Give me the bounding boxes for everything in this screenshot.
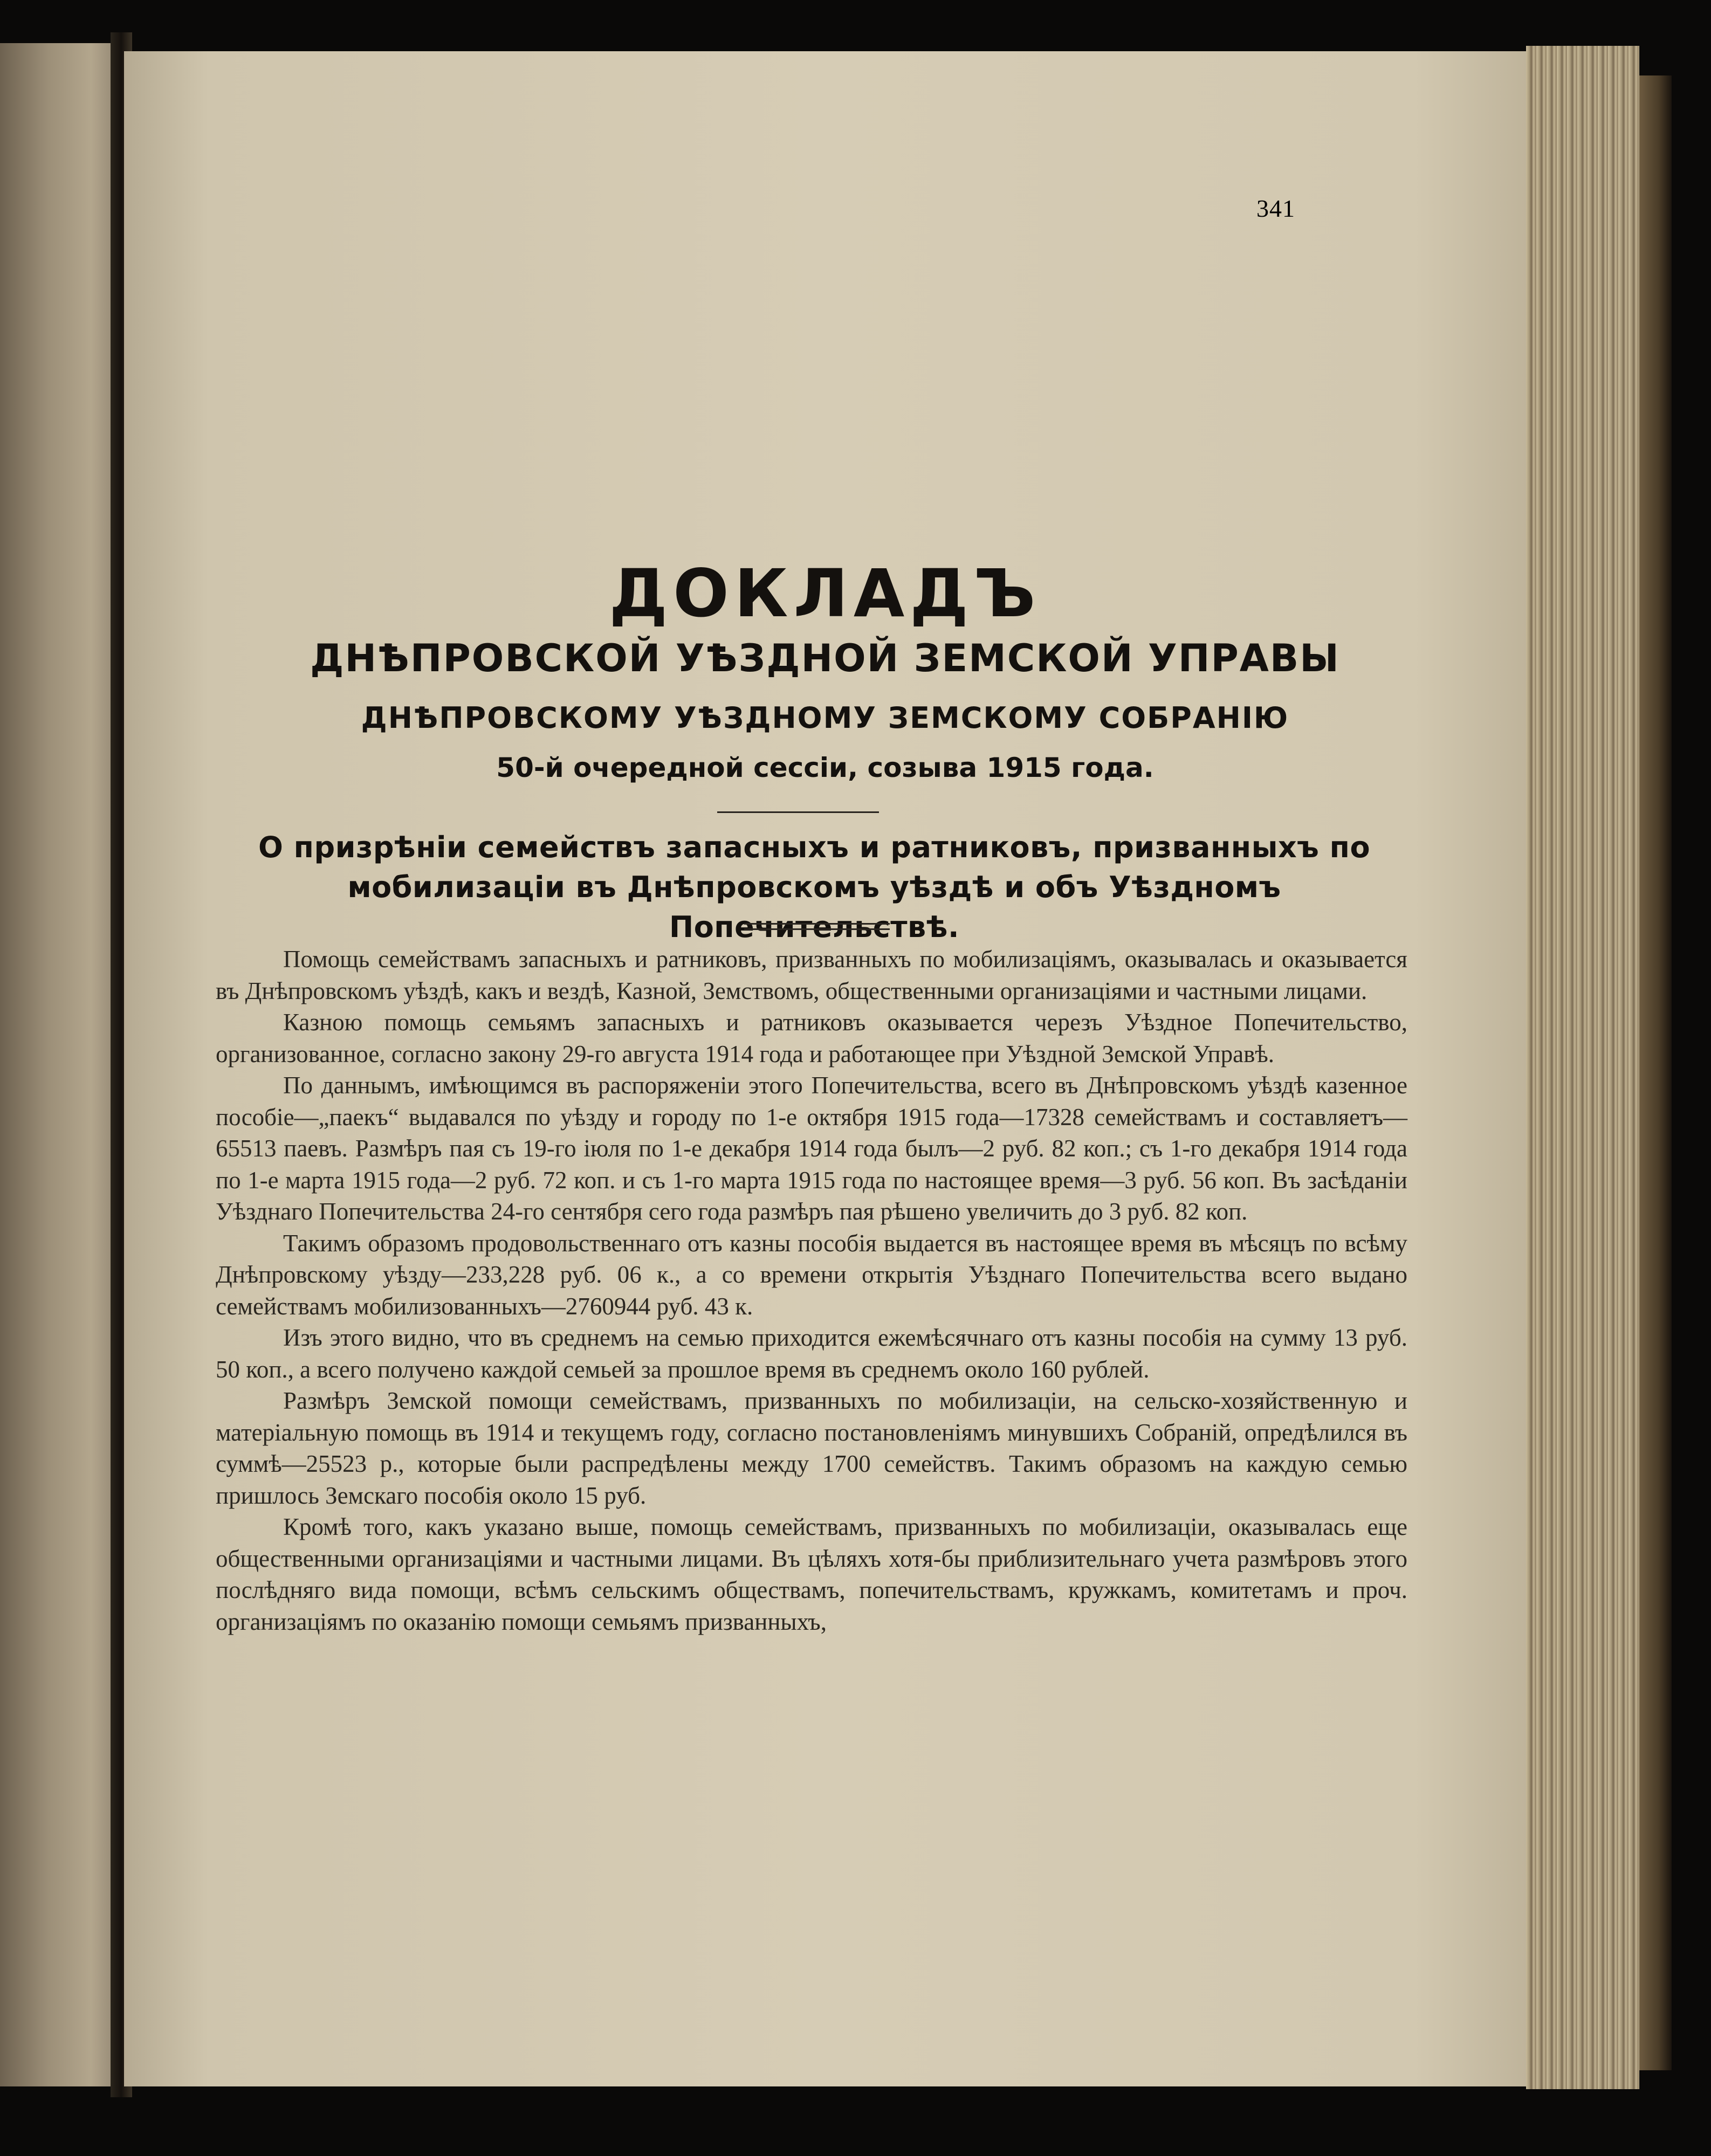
paragraph: Изъ этого видно, что въ среднемъ на семью приходится ежемѣсячнаго отъ казны пособія на сумму 13 руб. 50 коп., а всего получено каждой семьей за прошлое время въ среднемъ около 160 рублей. — [216, 1324, 1407, 1383]
document-subtitle-authority: ДНѢПРОВСКОЙ УѢЗДНОЙ ЗЕМСКОЙ УПРАВЫ — [310, 636, 1340, 680]
divider-rule-double-top — [744, 923, 890, 925]
session-line: 50-й очередной сессіи, созыва 1915 года. — [496, 752, 1154, 783]
left-page-edge — [0, 43, 121, 2086]
divider-rule-double-bottom — [744, 928, 890, 930]
divider-rule — [717, 811, 879, 813]
paragraph: Помощь семействамъ запасныхъ и ратниковъ, призванныхъ по мобилизаціямъ, оказывалась и оказывается въ Днѣпровскомъ уѣздѣ, какъ и вездѣ, Казной, Земствомъ, общественными организаціями и частными лицами. — [216, 946, 1407, 1004]
section-heading: О призрѣніи семействъ запасныхъ и ратниковъ, призванныхъ по мобилизаціи въ Днѣпровскомъ уѣздѣ и объ Уѣздномъ Попечительствѣ. — [258, 830, 1371, 944]
paragraph: По даннымъ, имѣющимся въ распоряженіи этого Попечительства, всего въ Днѣпровскомъ уѣздѣ казенное пособіе—„паекъ“ выдавался по уѣзду и городу по 1-е октября 1915 года—17328 семействамъ и составляетъ—65513 паевъ. Размѣръ пая съ 19-го іюля по 1-е декабря 1914 года былъ—2 руб. 82 коп.; съ 1-го декабря 1914 года по 1-е марта 1915 года—2 руб. 72 коп. и съ 1-го марта 1915 года по настоящее время—3 руб. 56 коп. Въ засѣданіи Уѣзднаго Попечительства 24-го сентября сего года размѣръ пая рѣшено увеличить до 3 руб. 82 коп. — [216, 1072, 1407, 1225]
book-cover-edge — [1639, 75, 1672, 2070]
paragraph: Казною помощь семьямъ запасныхъ и ратниковъ оказывается черезъ Уѣздное Попечительство, организованное, согласно закону 29-го августа 1914 года и работающее при Уѣздной Земской Управѣ. — [216, 1009, 1407, 1067]
paragraph: Размѣръ Земской помощи семействамъ, призванныхъ по мобилизаціи, на сельско-хозяйственную и матеріальную помощь въ 1914 и текущемъ году, согласно постановленіямъ минувшихъ Собраній, опредѣлился въ суммѣ—25523 р., которые были распредѣлены между 1700 семействъ. Такимъ образомъ на каждую семью пришлось Земскаго пособія около 15 руб. — [216, 1387, 1407, 1509]
page-stack-edges — [1526, 46, 1639, 2089]
paragraph: Такимъ образомъ продовольственнаго отъ казны пособія выдается въ настоящее время въ мѣсяцъ по всѣму Днѣпровскому уѣзду—233,228 руб. 06 к., а со времени открытія Уѣзднаго Попечительства всего выдано семействамъ мобилизованныхъ—2760944 руб. 43 к. — [216, 1229, 1407, 1320]
document-title: ДОКЛАДЪ — [609, 555, 1041, 632]
page-number: 341 — [1256, 195, 1295, 222]
document-subtitle-recipient: ДНѢПРОВСКОМУ УѢЗДНОМУ ЗЕМСКОМУ СОБРАНІЮ — [361, 701, 1289, 735]
book-page — [124, 51, 1526, 2086]
body-text — [216, 943, 1407, 1637]
paragraph: Кромѣ того, какъ указано выше, помощь семействамъ, призванныхъ по мобилизаціи, оказывалась еще общественными организаціями и частными лицами. Въ цѣляхъ хотя-бы приблизительнаго учета размѣровъ этого послѣдняго вида помощи, всѣмъ сельскимъ обществамъ, попечительствамъ, кружкамъ, комитетамъ и проч. организаціямъ по оказанію помощи семьямъ призванныхъ, — [216, 1513, 1407, 1635]
